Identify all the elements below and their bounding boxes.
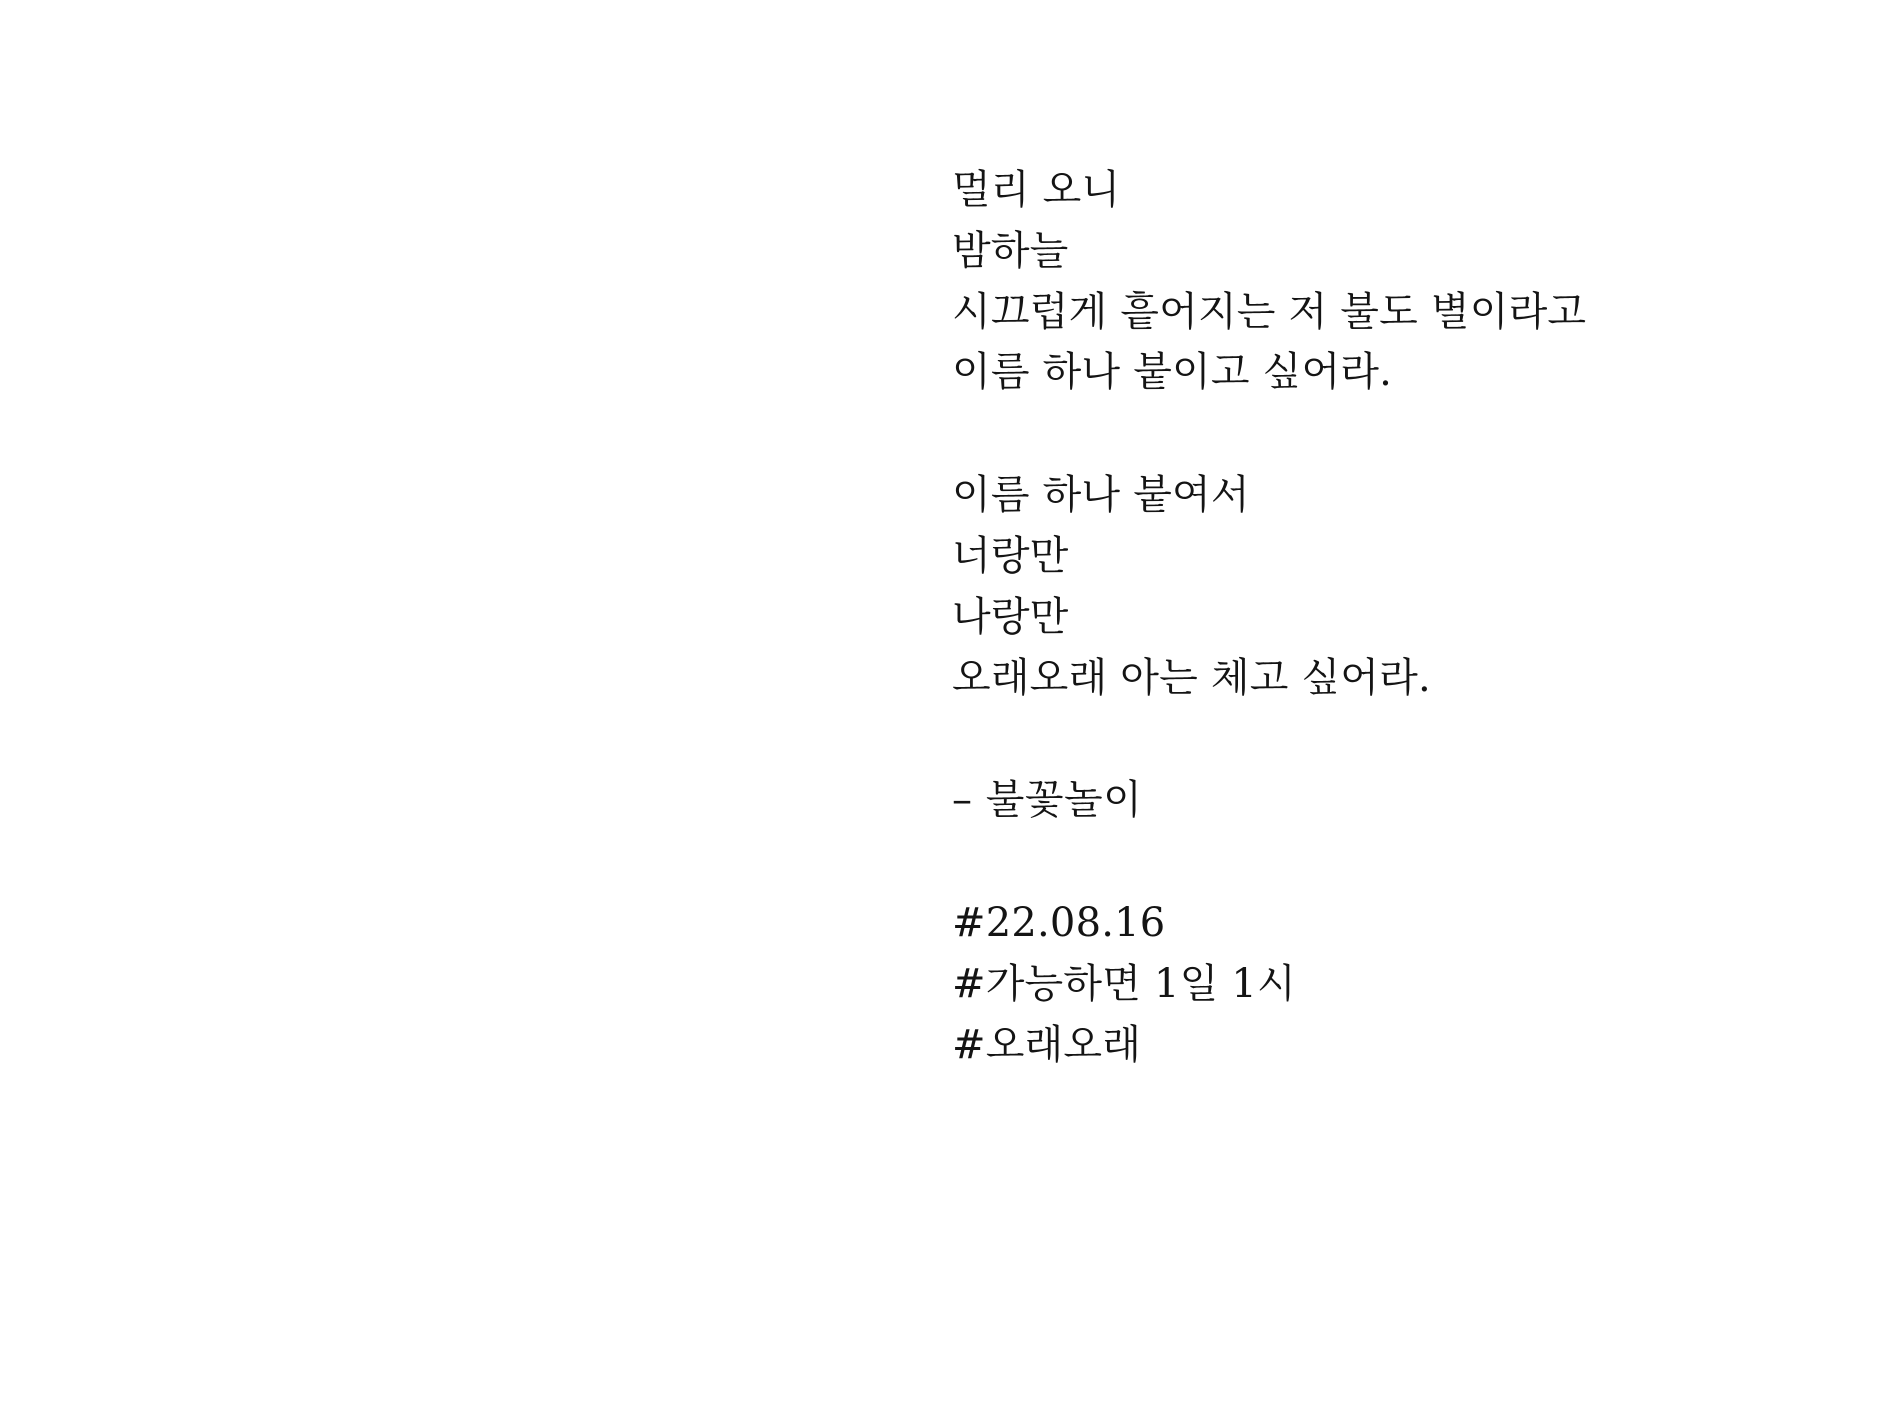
poem-line: 시끄럽게 흩어지는 저 불도 별이라고: [952, 288, 1587, 335]
poem-line: 오래오래 아는 체고 싶어라.: [952, 654, 1431, 701]
poem-line: 너랑만: [952, 532, 1069, 579]
poem-line: 나랑만: [952, 593, 1069, 640]
poem-body: [952, 160, 1772, 1076]
stanza-1: [952, 160, 1772, 403]
poem-title: – 불꽃놀이: [952, 777, 1143, 824]
stanza-2: [952, 465, 1772, 708]
hashtag-keyword: #오래오래: [952, 1021, 1142, 1068]
poem-line: 이름 하나 붙여서: [952, 472, 1250, 519]
poem-line: 멀리 오니: [952, 167, 1121, 213]
hashtag-phrase: #가능하면 1일 1시: [952, 960, 1296, 1007]
hashtag-date: #22.08.16: [952, 900, 1166, 947]
poem-line: 밤하늘: [952, 227, 1069, 274]
poem-title-attribution: [952, 770, 1772, 831]
hashtag-block: [952, 893, 1772, 1075]
poem-line: 이름 하나 붙이고 싶어라.: [952, 349, 1393, 396]
